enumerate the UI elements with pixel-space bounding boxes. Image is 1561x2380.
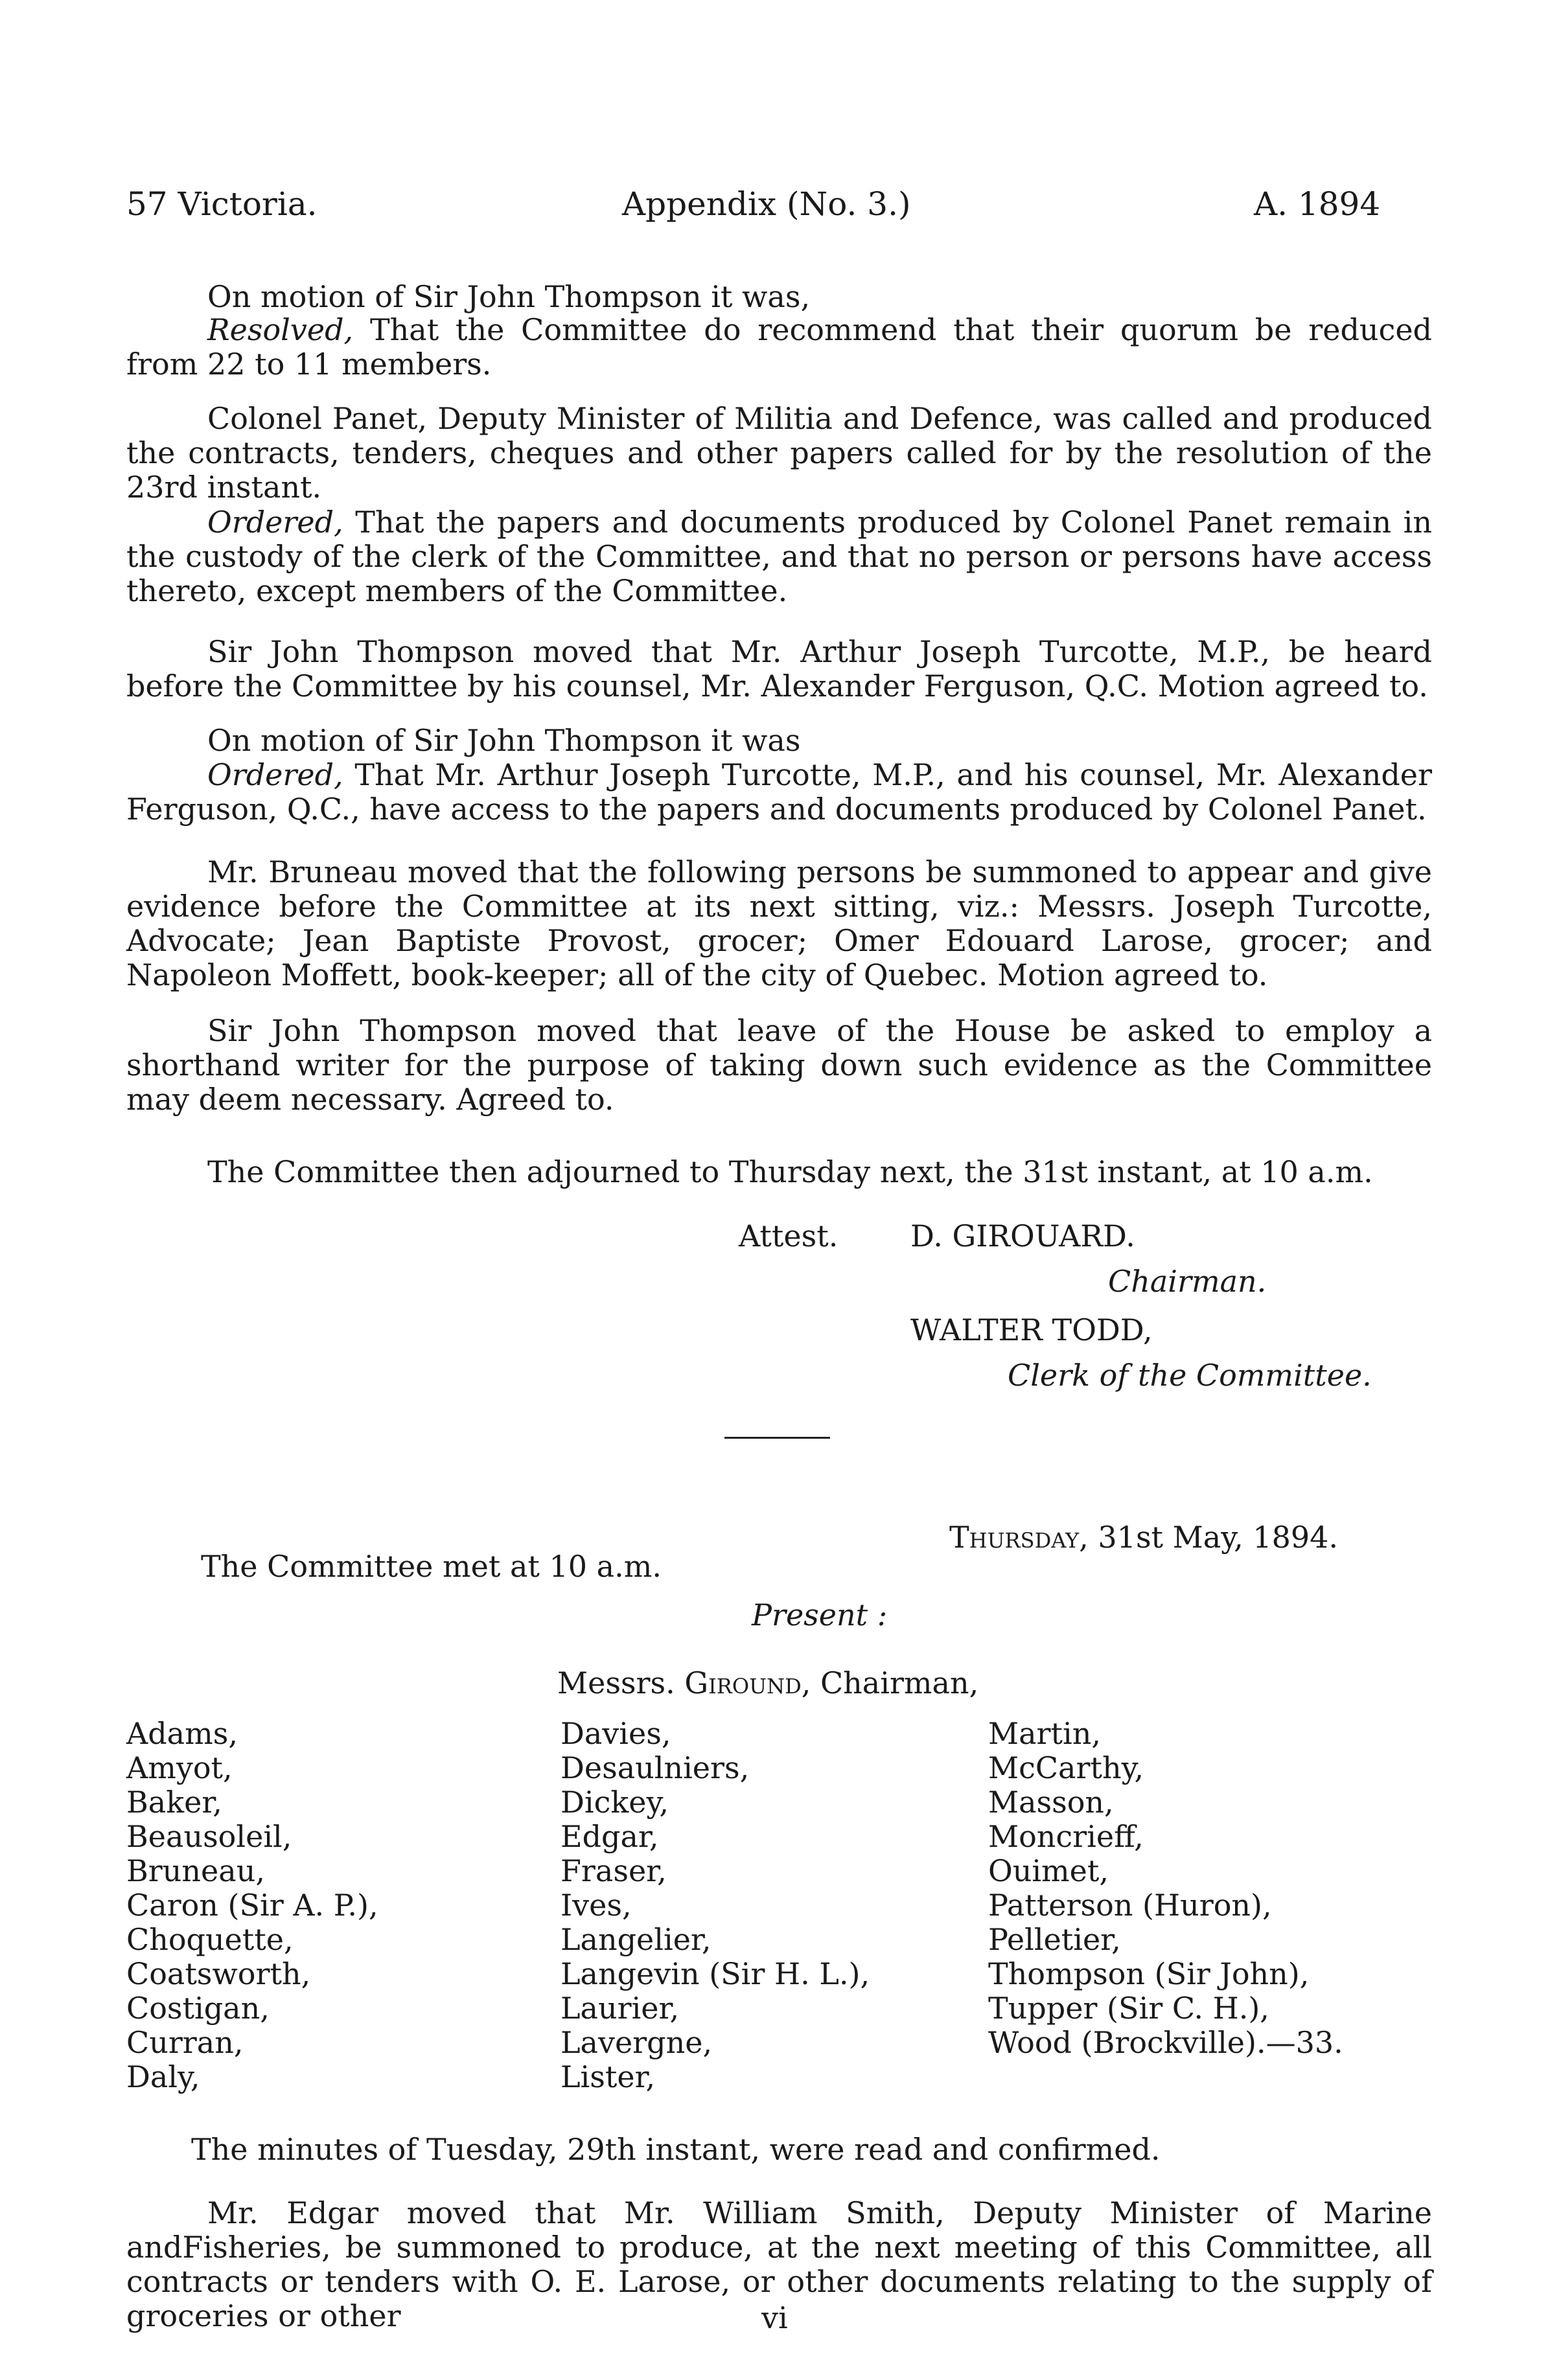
chairman-line: [557, 1665, 979, 1700]
page-number: vi: [761, 2300, 788, 2335]
member-name: Coatsworth,: [126, 1956, 311, 1991]
para-edgar: Mr. Edgar moved that Mr. William Smith, Deputy Minister of Marine andFisheries, be summoned to produce, at the next meeting of this Committee, all contracts or tenders with O. E. Larose, or other documents relating to the supply of groceries or other: [126, 2195, 1432, 2333]
clerk-name: WALTER TODD,: [910, 1312, 1153, 1347]
para-colonel-panet: Colonel Panet, Deputy Minister of Militia and Defence, was called and produced the contracts, tenders, cheques and other papers called for by the resolution of the 23rd instant.: [126, 401, 1432, 505]
meeting-date: [949, 1520, 1338, 1555]
member-name: Costigan,: [126, 1991, 270, 2026]
meeting-date-rest: , 31st May, 1894.: [1079, 1520, 1338, 1555]
member-name: Ives,: [561, 1888, 632, 1923]
para-ordered-1: [126, 505, 1432, 608]
member-name: Amyot,: [126, 1750, 233, 1785]
member-name: Lavergne,: [561, 2025, 713, 2060]
member-name: Desaulniers,: [561, 1750, 750, 1785]
member-name: Fraser,: [561, 1853, 667, 1888]
member-name: Lister,: [561, 2059, 656, 2094]
member-name: Martin,: [988, 1716, 1101, 1751]
member-name: Wood (Brockville).—33.: [988, 2025, 1343, 2060]
member-name: Bruneau,: [126, 1853, 265, 1888]
member-name: Moncrieff,: [988, 1819, 1144, 1854]
attest-label: Attest.: [739, 1219, 838, 1253]
member-name: Laurier,: [561, 1991, 680, 2026]
clerk-title: Clerk of the Committee.: [1008, 1358, 1372, 1393]
resolved-text: That the Committee do recommend that their quorum be reduced from 22 to 11 members.: [126, 312, 1432, 382]
member-name: Pelletier,: [988, 1922, 1121, 1957]
para-bruneau: Mr. Bruneau moved that the following persons be summoned to appear and give evidence before the Committee at its next sitting, viz.: Messrs. Joseph Turcotte, Advocate; Jean Baptiste Provost, grocer; Omer Edouard Larose, grocer; and Napoleon Moffett, book-keeper; all of the city of Quebec. Motion agreed to.: [126, 854, 1432, 992]
member-name: Edgar,: [561, 1819, 659, 1854]
member-name: Patterson (Huron),: [988, 1888, 1272, 1923]
header-right: A. 1894: [1254, 185, 1381, 223]
chair-suffix: , Chairman,: [801, 1665, 979, 1700]
para-motion-2: On motion of Sir John Thompson it was: [207, 723, 801, 758]
para-resolved: [126, 313, 1432, 382]
resolved-label: Resolved,: [207, 312, 354, 347]
members-column-2: [561, 1717, 870, 2094]
header-left: 57 Victoria.: [126, 185, 318, 223]
member-name: Dickey,: [561, 1785, 669, 1820]
meeting-day: Thursday: [949, 1520, 1080, 1555]
member-name: Choquette,: [126, 1922, 294, 1957]
header-center: Appendix (No. 3.): [622, 185, 911, 223]
chairman-name: D. GIROUARD.: [910, 1219, 1135, 1253]
para-ordered-2: [126, 758, 1432, 827]
member-name: Caron (Sir A. P.),: [126, 1888, 378, 1923]
section-divider: [724, 1437, 830, 1439]
member-name: Davies,: [561, 1716, 671, 1751]
member-name: Langevin (Sir H. L.),: [561, 1956, 870, 1991]
para-motion-1: On motion of Sir John Thompson it was,: [207, 279, 811, 314]
para-adjourned: The Committee then adjourned to Thursday next, the 31st instant, at 10 a.m.: [207, 1154, 1373, 1189]
member-name: McCarthy,: [988, 1750, 1144, 1785]
member-name: Baker,: [126, 1785, 222, 1820]
para-shorthand: Sir John Thompson moved that leave of the House be asked to employ a shorthand writer for the purpose of taking down such evidence as the Committee may deem necessary. Agreed to.: [126, 1013, 1432, 1117]
member-name: Curran,: [126, 2025, 244, 2060]
ordered-text-1: That the papers and documents produced by Colonel Panet remain in the custody of the clerk of the Committee, and that no person or persons have access thereto, except members of the Committee.: [126, 505, 1433, 608]
member-name: Ouimet,: [988, 1853, 1109, 1888]
member-name: Beausoleil,: [126, 1819, 292, 1854]
para-turcotte-heard: Sir John Thompson moved that Mr. Arthur Joseph Turcotte, M.P., be heard before the Committee by his counsel, Mr. Alexander Ferguson, Q.C. Motion agreed to.: [126, 634, 1432, 704]
ordered-text-2: That Mr. Arthur Joseph Turcotte, M.P., and his counsel, Mr. Alexander Ferguson, Q.C., have access to the papers and documents produced by Colonel Panet.: [126, 757, 1432, 827]
member-name: Tupper (Sir C. H.),: [988, 1991, 1269, 2026]
ordered-label-2: Ordered,: [207, 757, 343, 792]
member-name: Adams,: [126, 1716, 238, 1751]
members-column-1: [126, 1717, 378, 2094]
para-minutes-confirmed: The minutes of Tuesday, 29th instant, were read and confirmed.: [191, 2132, 1161, 2167]
ordered-label-1: Ordered,: [207, 505, 343, 540]
meeting-opening: The Committee met at 10 a.m.: [201, 1549, 662, 1584]
present-label: Present :: [752, 1597, 888, 1632]
chair-name: Giround: [684, 1665, 802, 1700]
chair-prefix: Messrs.: [557, 1665, 675, 1700]
chairman-title: Chairman.: [1108, 1264, 1267, 1299]
member-name: Langelier,: [561, 1922, 711, 1957]
member-name: Masson,: [988, 1785, 1114, 1820]
member-name: Thompson (Sir John),: [988, 1956, 1310, 1991]
members-column-3: [988, 1717, 1343, 2060]
member-name: Daly,: [126, 2059, 200, 2094]
